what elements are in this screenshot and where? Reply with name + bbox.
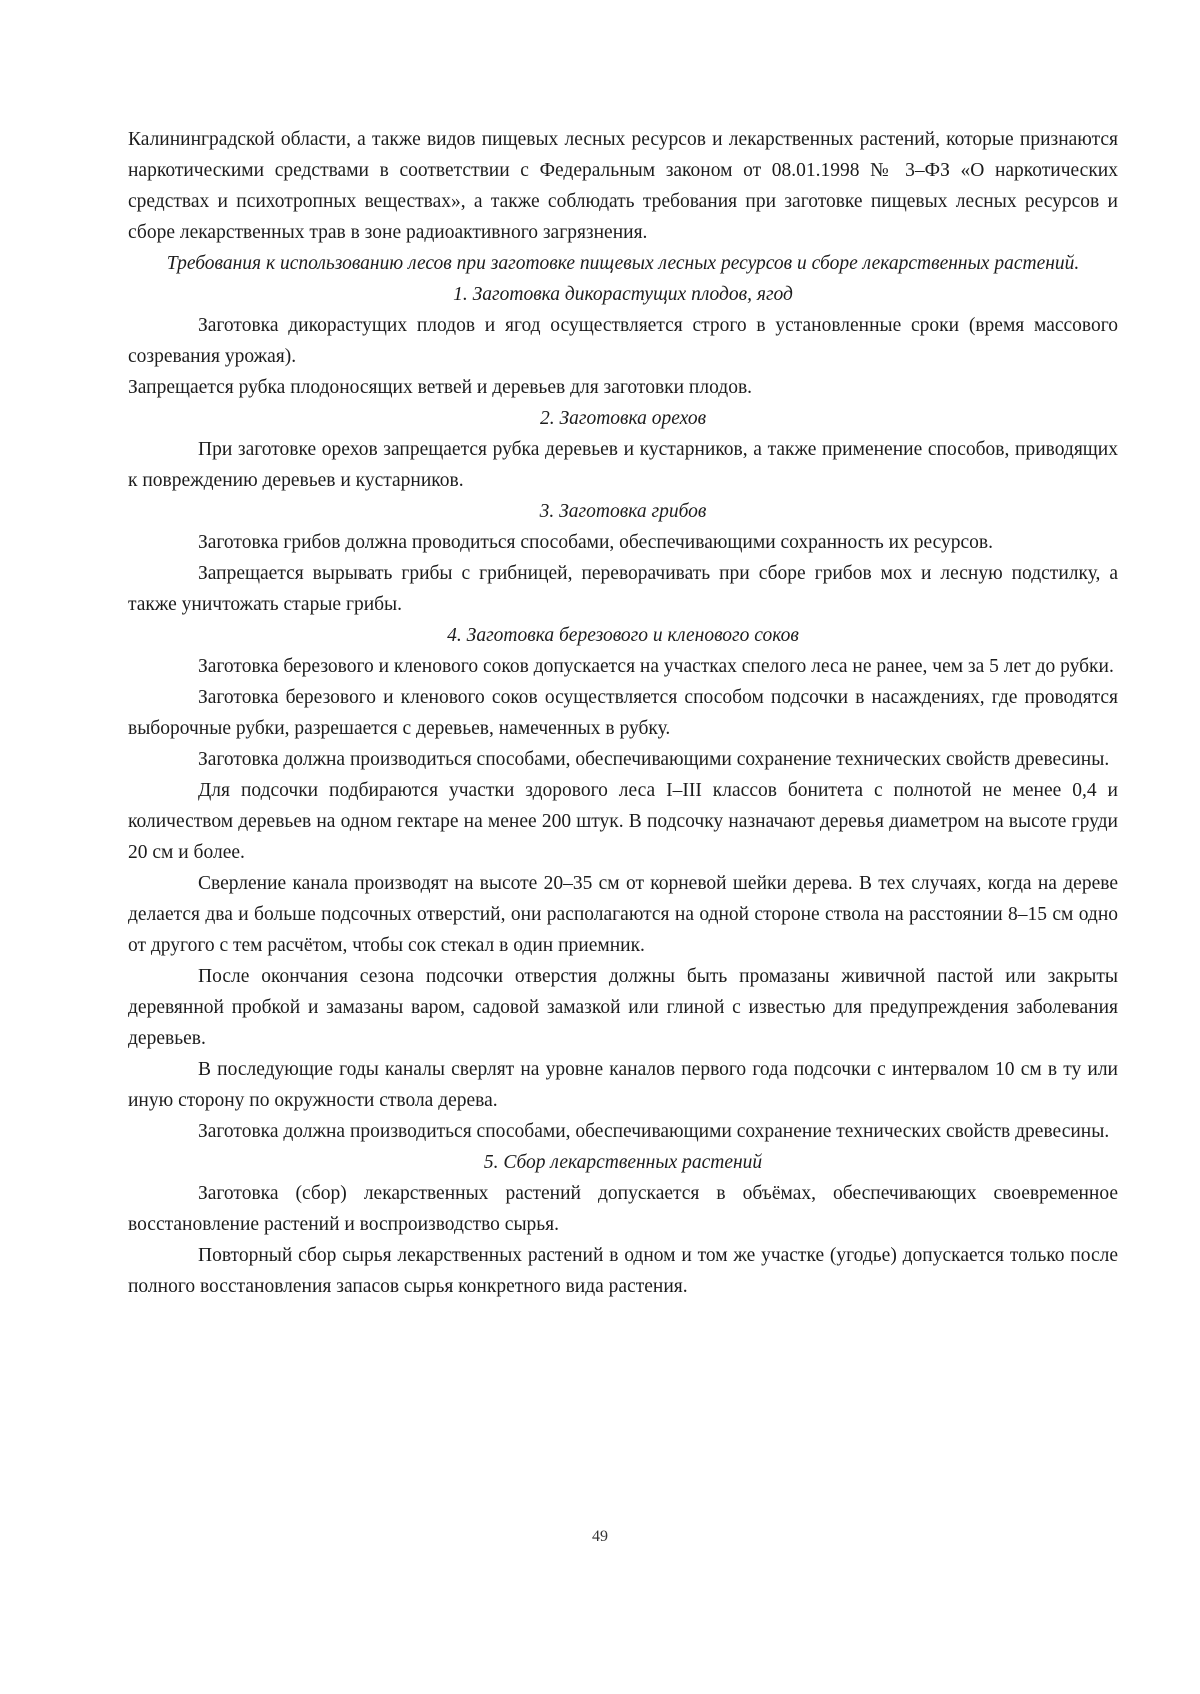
section-heading-1: 1. Заготовка дикорастущих плодов, ягод xyxy=(453,284,793,305)
page-number: 49 xyxy=(592,1528,608,1545)
paragraph: Заготовка (сбор) лекарственных растений допускается в объёмах, обеспечивающих своевременное восстановление растений и воспроизводство сырья. xyxy=(128,1183,1118,1235)
paragraph: Для подсочки подбираются участки здорового леса I–III классов бонитета с полнотой не менее 0,4 и количеством деревьев на одном гектаре на менее 200 штук. В подсочку назначают деревья диаметром на высоте груди 20 см и более. xyxy=(128,780,1118,863)
paragraph: Заготовка должна производиться способами, обеспечивающими сохранение технических свойств древесины. xyxy=(198,749,1110,770)
section-heading-requirements: Требования к использованию лесов при заготовке пищевых лесных ресурсов и сборе лекарственных растений. xyxy=(166,253,1080,274)
section-heading-3: 3. Заготовка грибов xyxy=(539,501,707,522)
paragraph: При заготовке орехов запрещается рубка деревьев и кустарников, а также применение способов, приводящих к повреждению деревьев и кустарников. xyxy=(128,439,1118,491)
paragraph: В последующие годы каналы сверлят на уровне каналов первого года подсочки с интервалом 10 см в ту или иную сторону по окружности ствола дерева. xyxy=(128,1059,1118,1111)
paragraph: После окончания сезона подсочки отверстия должны быть промазаны живичной пастой или закрыты деревянной пробкой и замазаны варом, садовой замазкой или глиной с известью для предупреждения заболевания деревьев. xyxy=(128,966,1118,1049)
paragraph: Запрещается вырывать грибы с грибницей, переворачивать при сборе грибов мох и лесную подстилку, а также уничтожать старые грибы. xyxy=(128,563,1118,615)
paragraph: Повторный сбор сырья лекарственных растений в одном и том же участке (угодье) допускается только после полного восстановления запасов сырья конкретного вида растения. xyxy=(128,1245,1118,1297)
paragraph: Запрещается рубка плодоносящих ветвей и деревьев для заготовки плодов. xyxy=(128,377,753,398)
paragraph-intro: Калининградской области, а также видов пищевых лесных ресурсов и лекарственных растений, которые признаются наркотическими средствами в соответствии с Федеральным законом от 08.01.1998 № 3–ФЗ «О наркотических средствах и психотропных веществах», а также соблюдать требования при заготовке пищевых лесных ресурсов и сборе лекарственных трав в зоне радиоактивного загрязнения. xyxy=(128,129,1118,243)
paragraph: Заготовка дикорастущих плодов и ягод осуществляется строго в установленные сроки (время массового созревания урожая). xyxy=(128,315,1118,367)
section-heading-4: 4. Заготовка березового и кленового соков xyxy=(447,625,799,646)
document-body xyxy=(128,124,1118,1302)
paragraph: Заготовка должна производиться способами, обеспечивающими сохранение технических свойств древесины. xyxy=(198,1121,1110,1142)
paragraph: Заготовка березового и кленового соков допускается на участках спелого леса не ранее, чем за 5 лет до рубки. xyxy=(198,656,1114,677)
paragraph: Сверление канала производят на высоте 20–35 см от корневой шейки дерева. В тех случаях, когда на дереве делается два и больше подсочных отверстий, они располагаются на одной стороне ствола на расстоянии 8–15 см одно от другого с тем расчётом, чтобы сок стекал в один приемник. xyxy=(128,873,1118,956)
paragraph: Заготовка березового и кленового соков осуществляется способом подсочки в насаждениях, где проводятся выборочные рубки, разрешается с деревьев, намеченных в рубку. xyxy=(128,687,1118,739)
section-heading-2: 2. Заготовка орехов xyxy=(539,408,707,429)
section-heading-5: 5. Сбор лекарственных растений xyxy=(483,1152,763,1173)
paragraph: Заготовка грибов должна проводиться способами, обеспечивающими сохранность их ресурсов. xyxy=(198,532,993,553)
